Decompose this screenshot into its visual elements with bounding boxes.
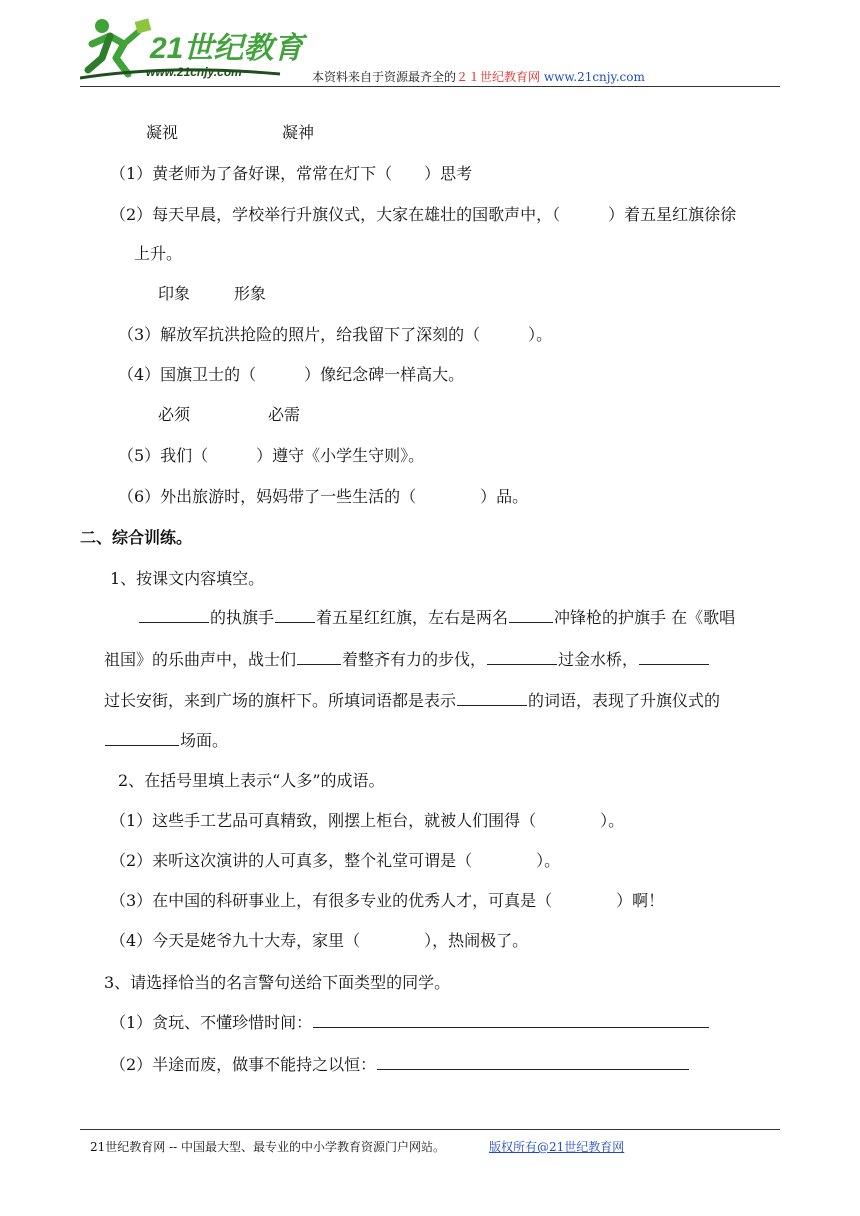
idiom-question-4: （4）今天是姥爷九十大寿，家里（ ），热闹极了。 <box>110 931 529 950</box>
quote-line-1 <box>110 1013 710 1033</box>
fill-text: 过金水桥， <box>558 650 639 669</box>
logo-url-text: www.21cnjy.com <box>146 65 242 79</box>
site-logo[interactable] <box>80 14 310 86</box>
fill-line-3 <box>104 691 720 711</box>
fill-text: 的执旗手 <box>210 608 275 627</box>
blank[interactable] <box>275 608 315 623</box>
question-2b: 上升。 <box>134 244 183 263</box>
word-option: 印象 <box>158 284 191 303</box>
subsection-2: 2、在括号里填上表示“人多”的成语。 <box>118 771 385 790</box>
header-note-prefix: 本资料来自于资源最齐全的 <box>312 70 457 84</box>
page-footer <box>90 1138 624 1155</box>
logo-main-text: 21世纪教育 <box>150 32 304 65</box>
fill-line-4 <box>104 731 228 751</box>
word-option: 凝视 <box>146 123 179 142</box>
question-1: （1）黄老师为了备好课，常常在灯下（ ）思考 <box>110 164 473 183</box>
blank[interactable] <box>639 650 709 665</box>
fill-text: 祖国》的乐曲声中，战士们 <box>104 650 297 669</box>
question-5: （5）我们（ ）遵守《小学生守则》。 <box>118 446 425 465</box>
idiom-question-2: （2）来听这次演讲的人可真多，整个礼堂可谓是（ ）。 <box>110 851 561 870</box>
blank[interactable] <box>297 650 341 665</box>
header-note-site: ２１世纪教育网 <box>456 70 541 84</box>
blank[interactable] <box>509 608 553 623</box>
subsection-1: 1、按课文内容填空。 <box>110 569 265 588</box>
question-2a: （2）每天早晨，学校举行升旗仪式，大家在雄壮的国歌声中，（ ）着五星红旗徐徐 <box>110 205 737 224</box>
fill-line-1 <box>138 608 735 628</box>
blank[interactable] <box>139 608 209 623</box>
answer-blank[interactable] <box>313 1013 709 1028</box>
quote-prompt: （2）半途而废，做事不能持之以恒： <box>110 1055 377 1074</box>
blank[interactable] <box>105 731 179 746</box>
page-header <box>0 0 860 92</box>
fill-text: 的词语，表现了升旗仪式的 <box>528 691 721 710</box>
word-option: 凝神 <box>282 123 315 142</box>
word-option: 必须 <box>158 405 191 424</box>
fill-line-2 <box>104 650 710 670</box>
fill-text: 场面。 <box>180 731 229 750</box>
section-heading-2: 二、综合训练。 <box>80 528 193 547</box>
fill-text: 冲锋枪的护旗手 在《歌唱 <box>554 608 736 627</box>
header-note-url[interactable]: www.21cnjy.com <box>543 70 645 84</box>
answer-blank[interactable] <box>377 1055 689 1070</box>
question-3: （3）解放军抗洪抢险的照片，给我留下了深刻的（ ）。 <box>118 325 553 344</box>
footer-copyright-link[interactable]: 版权所有@21世纪教育网 <box>489 1140 625 1154</box>
word-option: 必需 <box>268 405 301 424</box>
question-6: （6）外出旅游时，妈妈带了一些生活的（ ）品。 <box>118 487 529 506</box>
header-divider <box>80 86 780 87</box>
word-option: 形象 <box>234 284 267 303</box>
subsection-3: 3、请选择恰当的名言警句送给下面类型的同学。 <box>104 973 451 992</box>
running-figure-icon <box>80 14 310 86</box>
idiom-question-1: （1）这些手工艺品可真精致，刚摆上柜台，就被人们围得（ ）。 <box>110 811 625 830</box>
word-pair-3 <box>158 405 300 425</box>
quote-line-2 <box>110 1055 690 1075</box>
fill-text: 着五星红红旗，左右是两名 <box>316 608 509 627</box>
quote-prompt: （1）贪玩、不懂珍惜时间： <box>110 1013 313 1032</box>
blank[interactable] <box>457 691 527 706</box>
footer-text: 21世纪教育网 -- 中国最大型、最专业的中小学教育资源门户网站。 <box>90 1140 446 1154</box>
blank[interactable] <box>487 650 557 665</box>
word-pair-2 <box>158 284 266 304</box>
footer-divider <box>80 1129 780 1130</box>
header-note <box>312 68 645 85</box>
fill-text: 过长安街，来到广场的旗杆下。所填词语都是表示 <box>104 691 457 710</box>
idiom-question-3: （3）在中国的科研事业上，有很多专业的优秀人才，可真是（ ）啊！ <box>110 891 665 910</box>
fill-text: 着整齐有力的步伐， <box>342 650 487 669</box>
word-pair-1 <box>146 123 314 143</box>
question-4: （4）国旗卫士的（ ）像纪念碑一样高大。 <box>118 365 465 384</box>
